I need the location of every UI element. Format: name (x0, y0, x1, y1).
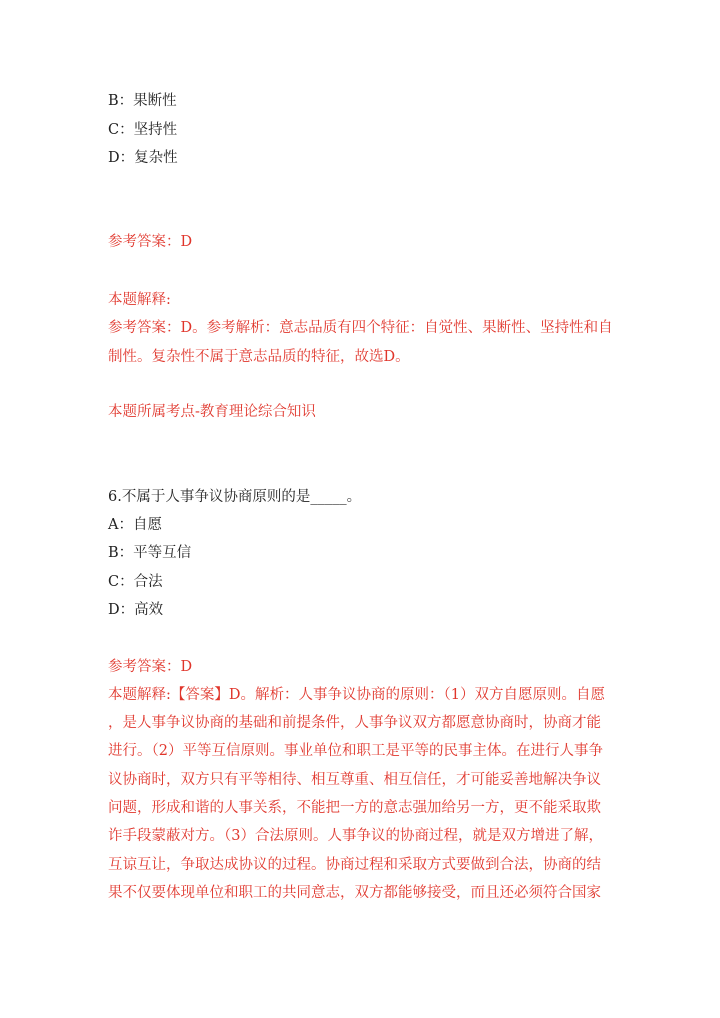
explanation-line: 诈手段蒙蔽对方。（3）合法原则。人事争议的协商过程，就是双方增进了解， (108, 828, 603, 844)
option-c: C：合法 (108, 574, 163, 590)
explanation-line: 果不仅要体现单位和职工的共同意志，双方都能够接受，而且还必须符合国家 (108, 885, 601, 901)
option-b: B：果断性 (108, 93, 177, 109)
answer-label: 参考答案：D (108, 659, 193, 675)
option-a: A：自愿 (108, 517, 162, 533)
category-label: 本题所属考点-教育理论综合知识 (108, 404, 316, 420)
option-d: D：高效 (108, 602, 164, 618)
option-b: B：平等互信 (108, 545, 192, 561)
explanation-line: 制性。复杂性不属于意志品质的特征，故选D。 (108, 349, 410, 365)
option-d: D：复杂性 (108, 150, 178, 166)
explanation-line: 问题，形成和谐的人事关系，不能把一方的意志强加给另一方，更不能采取欺 (108, 800, 601, 816)
explanation-line: 进行。（2）平等互信原则。事业单位和职工是平等的民事主体。在进行人事争 (108, 743, 603, 759)
explanation-line: ，是人事争议协商的基础和前提条件，人事争议双方都愿意协商时，协商才能 (108, 715, 601, 731)
explanation-label: 本题解释: (108, 292, 171, 308)
explanation-line: 议协商时，双方只有平等相待、相互尊重、相互信任，才可能妥善地解决争议 (108, 772, 601, 788)
question-stem: 6.不属于人事争议协商原则的是_____。 (108, 489, 362, 505)
explanation-line: 互谅互让，争取达成协议的过程。协商过程和采取方式要做到合法，协商的结 (108, 857, 601, 873)
answer-label: 参考答案：D (108, 234, 193, 250)
explanation-line: 本题解释:【答案】D。解析：人事争议协商的原则：（1）双方自愿原则。自愿 (108, 687, 605, 703)
explanation-line: 参考答案：D。参考解析：意志品质有四个特征：自觉性、果断性、坚持性和自 (108, 320, 613, 336)
option-c: C：坚持性 (108, 122, 178, 138)
